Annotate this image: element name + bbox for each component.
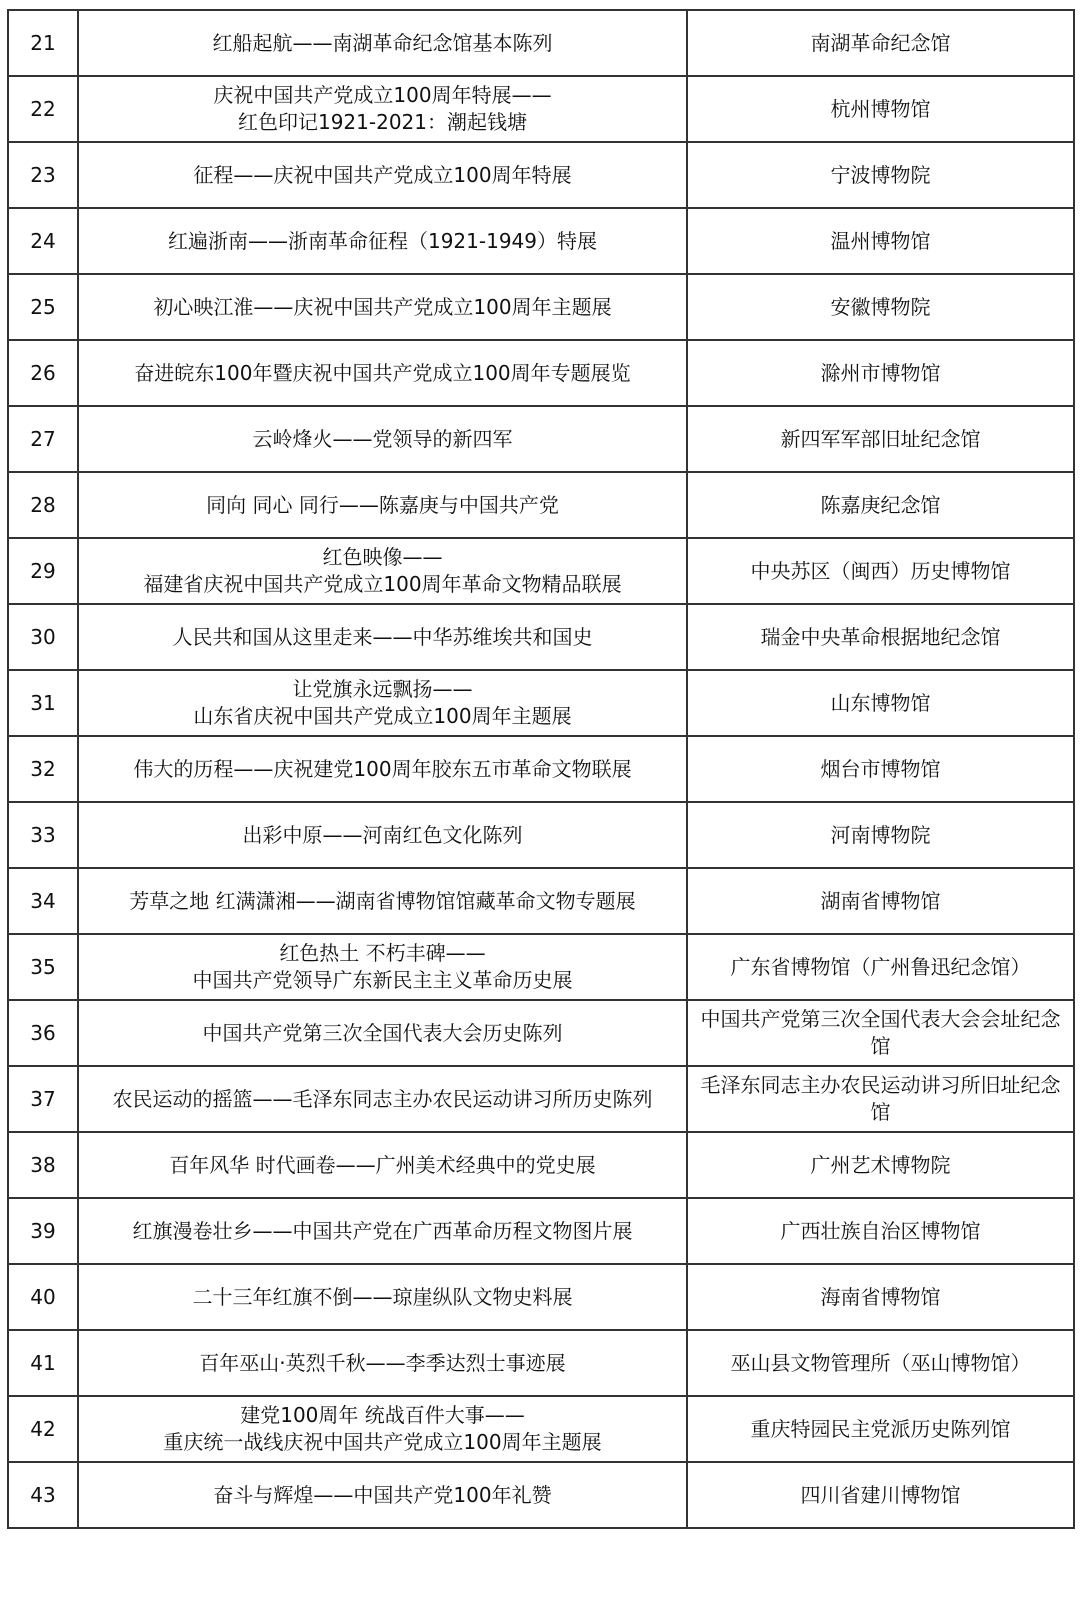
exhibition-title [78,274,687,340]
row-number: 22 [8,76,78,142]
exhibition-title-line: 红船起航——南湖革命纪念馆基本陈列 [212,30,553,55]
table-row [8,1000,1074,1066]
venue-name: 中央苏区（闽西）历史博物馆 [687,538,1074,604]
exhibition-title-line: 同向 同心 同行——陈嘉庚与中国共产党 [206,492,559,517]
venue-name: 烟台市博物馆 [687,736,1074,802]
table-row [8,274,1074,340]
exhibition-title-line: 让党旗永远飘扬—— [292,677,473,701]
exhibition-title-line: 红色印记1921-2021：潮起钱塘 [237,110,527,134]
exhibition-title [78,1264,687,1330]
table-row [8,340,1074,406]
row-number: 29 [8,538,78,604]
venue-name: 陈嘉庚纪念馆 [687,472,1074,538]
row-number: 42 [8,1396,78,1462]
row-number: 39 [8,1198,78,1264]
exhibition-title [78,1330,687,1396]
exhibition-title-line: 百年风华 时代画卷——广州美术经典中的党史展 [169,1152,596,1177]
venue-name: 毛泽东同志主办农民运动讲习所旧址纪念馆 [687,1066,1074,1132]
venue-name: 四川省建川博物馆 [687,1462,1074,1528]
table-row [8,10,1074,76]
venue-name: 杭州博物馆 [687,76,1074,142]
table-row [8,1396,1074,1462]
venue-name: 温州博物馆 [687,208,1074,274]
table-row [8,1132,1074,1198]
table-row [8,208,1074,274]
table-row [8,472,1074,538]
exhibition-title [78,538,687,604]
exhibition-title-line: 红色热土 不朽丰碑—— [279,941,486,965]
venue-name: 巫山县文物管理所（巫山博物馆） [687,1330,1074,1396]
exhibition-title-line: 云岭烽火——党领导的新四军 [252,426,513,451]
exhibition-title [78,10,687,76]
exhibition-title [78,406,687,472]
exhibition-title [78,76,687,142]
exhibition-title [78,1462,687,1528]
row-number: 32 [8,736,78,802]
exhibition-title-line: 中国共产党第三次全国代表大会历史陈列 [202,1020,563,1045]
exhibition-title [78,208,687,274]
exhibition-title [78,340,687,406]
exhibition-title-line: 伟大的历程——庆祝建党100周年胶东五市革命文物联展 [133,756,632,781]
exhibition-title [78,1132,687,1198]
exhibition-title [78,1198,687,1264]
row-number: 43 [8,1462,78,1528]
row-number: 38 [8,1132,78,1198]
exhibition-title [78,1066,687,1132]
exhibition-title [78,142,687,208]
row-number: 35 [8,934,78,1000]
row-number: 33 [8,802,78,868]
row-number: 23 [8,142,78,208]
exhibition-title [78,472,687,538]
exhibition-title [78,868,687,934]
table-row [8,670,1074,736]
table-row [8,934,1074,1000]
exhibition-title [78,736,687,802]
table-row [8,1198,1074,1264]
exhibition-title-line: 人民共和国从这里走来——中华苏维埃共和国史 [172,624,593,649]
venue-name: 南湖革命纪念馆 [687,10,1074,76]
table-row [8,76,1074,142]
exhibition-title-line: 建党100周年 统战百件大事—— [240,1403,525,1427]
table-row [8,406,1074,472]
venue-name: 海南省博物馆 [687,1264,1074,1330]
venue-name: 中国共产党第三次全国代表大会会址纪念馆 [687,1000,1074,1066]
exhibition-title-line: 红旗漫卷壮乡——中国共产党在广西革命历程文物图片展 [132,1218,633,1243]
exhibition-title-line: 奋进皖东100年暨庆祝中国共产党成立100周年专题展览 [134,360,631,385]
venue-name: 新四军军部旧址纪念馆 [687,406,1074,472]
table-row [8,1066,1074,1132]
exhibition-title-line: 征程——庆祝中国共产党成立100周年特展 [193,162,572,187]
exhibition-title [78,670,687,736]
row-number: 26 [8,340,78,406]
exhibition-title-line: 农民运动的摇篮——毛泽东同志主办农民运动讲习所历史陈列 [112,1086,653,1111]
exhibition-table [7,9,1075,1529]
exhibition-title-line: 庆祝中国共产党成立100周年特展—— [213,83,552,107]
row-number: 34 [8,868,78,934]
venue-name: 滁州市博物馆 [687,340,1074,406]
venue-name: 宁波博物院 [687,142,1074,208]
table-row [8,604,1074,670]
table-row [8,802,1074,868]
venue-name: 广州艺术博物院 [687,1132,1074,1198]
table-row [8,1330,1074,1396]
exhibition-title-line: 重庆统一战线庆祝中国共产党成立100周年主题展 [163,1430,602,1454]
venue-name: 河南博物院 [687,802,1074,868]
exhibition-title-line: 初心映江淮——庆祝中国共产党成立100周年主题展 [153,294,612,319]
exhibition-title-line: 福建省庆祝中国共产党成立100周年革命文物精品联展 [143,572,622,596]
row-number: 25 [8,274,78,340]
table-row [8,1462,1074,1528]
exhibition-title-line: 奋斗与辉煌——中国共产党100年礼赞 [213,1482,552,1507]
row-number: 37 [8,1066,78,1132]
exhibition-title-line: 出彩中原——河南红色文化陈列 [242,822,523,847]
row-number: 28 [8,472,78,538]
table-row [8,1264,1074,1330]
exhibition-title [78,802,687,868]
table-row [8,736,1074,802]
row-number: 36 [8,1000,78,1066]
row-number: 27 [8,406,78,472]
venue-name: 安徽博物院 [687,274,1074,340]
exhibition-title-line: 山东省庆祝中国共产党成立100周年主题展 [193,704,572,728]
exhibition-title-line: 二十三年红旗不倒——琼崖纵队文物史料展 [192,1284,573,1309]
venue-name: 广东省博物馆（广州鲁迅纪念馆） [687,934,1074,1000]
venue-name: 瑞金中央革命根据地纪念馆 [687,604,1074,670]
exhibition-title-line: 芳草之地 红满潇湘——湖南省博物馆馆藏革命文物专题展 [129,888,636,913]
row-number: 40 [8,1264,78,1330]
exhibition-title [78,934,687,1000]
row-number: 21 [8,10,78,76]
exhibition-title [78,604,687,670]
venue-name: 山东博物馆 [687,670,1074,736]
table-row [8,142,1074,208]
venue-name: 湖南省博物馆 [687,868,1074,934]
exhibition-title [78,1000,687,1066]
exhibition-title [78,1396,687,1462]
table-row [8,538,1074,604]
row-number: 24 [8,208,78,274]
exhibition-table-body [8,10,1074,1528]
exhibition-title-line: 红遍浙南——浙南革命征程（1921-1949）特展 [167,228,597,253]
venue-name: 重庆特园民主党派历史陈列馆 [687,1396,1074,1462]
row-number: 31 [8,670,78,736]
exhibition-title-line: 中国共产党领导广东新民主主义革命历史展 [192,968,573,992]
row-number: 30 [8,604,78,670]
row-number: 41 [8,1330,78,1396]
exhibition-title-line: 红色映像—— [322,545,443,569]
venue-name: 广西壮族自治区博物馆 [687,1198,1074,1264]
exhibition-title-line: 百年巫山·英烈千秋——李季达烈士事迹展 [199,1350,566,1375]
table-row [8,868,1074,934]
